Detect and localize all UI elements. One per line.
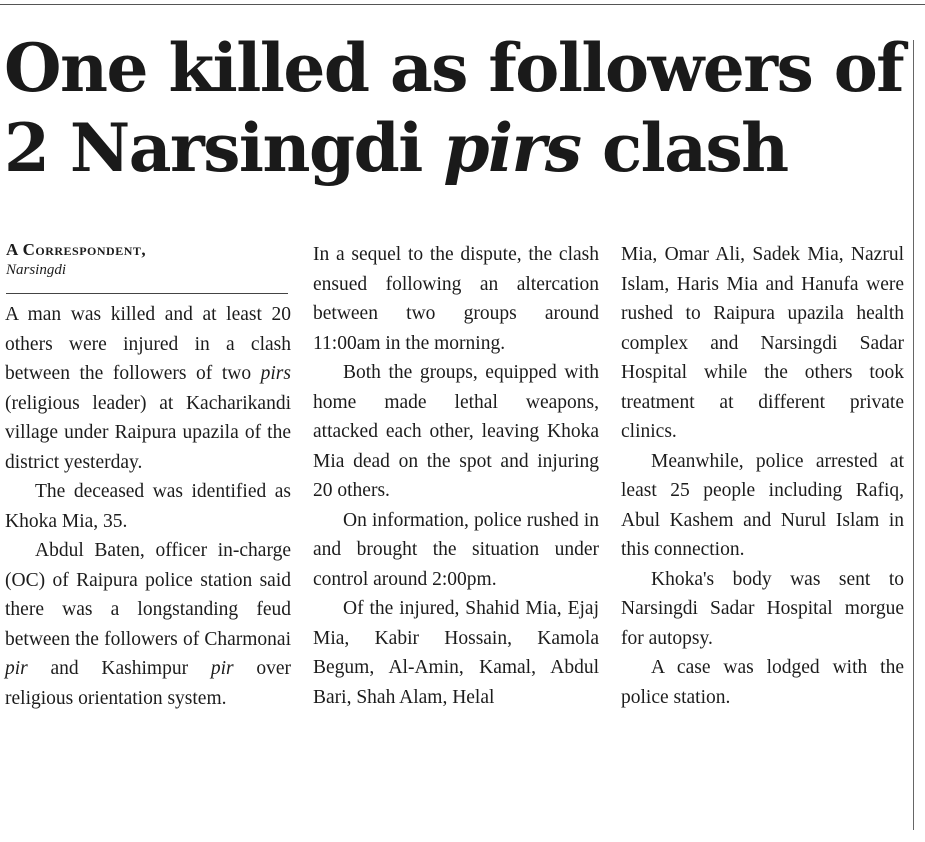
paragraph-emphasis: pir: [210, 658, 234, 679]
paragraph-text: and Kashimpur: [27, 658, 211, 679]
column-rule: [913, 40, 914, 830]
paragraph-emphasis: pir: [5, 658, 28, 679]
headline-text-b: clash: [580, 109, 788, 187]
paragraph-text: over religious orientation system.: [5, 658, 291, 709]
paragraph: The deceased was identified as Khoka Mia, 35.: [5, 481, 291, 532]
headline-text-a: 2 Narsingdi: [4, 109, 444, 187]
byline-rule: [6, 293, 288, 294]
paragraph: Of the injured, Shahid Mia, Ejaj Mia, Kabir Hossain, Kamola Begum, Al-Amin, Kamal, Abdul Bari, Shah Alam, Helal: [313, 598, 599, 708]
paragraph: Khoka's body was sent to Narsingdi Sadar Hospital morgue for autopsy.: [621, 568, 904, 649]
byline-place: Narsingdi: [6, 262, 67, 278]
paragraph: [5, 536, 291, 713]
article-column-2: [313, 240, 599, 712]
byline: [6, 240, 290, 280]
paragraph-emphasis: pirs: [260, 363, 291, 384]
paragraph: [5, 300, 291, 477]
headline-emphasis: pirs: [443, 109, 581, 187]
paragraph: In a sequel to the dispute, the clash ensued following an altercation between two groups around 11:00am in the morning.: [313, 244, 599, 354]
top-rule: [0, 4, 925, 5]
paragraph: On information, police rushed in and brought the situation under control around 2:00pm.: [313, 509, 599, 590]
article-column-3: [621, 240, 904, 712]
paragraph: Meanwhile, police arrested at least 25 people including Rafiq, Abul Kashem and Nurul Islam in this connection.: [621, 450, 904, 560]
paragraph: A case was lodged with the police station.: [621, 657, 904, 708]
paragraph-text: (religious leader) at Kacharikandi village under Raipura upazila of the district yesterday.: [5, 392, 291, 473]
headline: [4, 28, 909, 188]
headline-line-2: [4, 108, 909, 188]
paragraph: Mia, Omar Ali, Sadek Mia, Nazrul Islam, Haris Mia and Hanufa were rushed to Raipura upazila health complex and Narsingdi Sadar Hospital while the others took treatment at different private clinics.: [621, 244, 904, 442]
article-column-1: [5, 300, 291, 713]
headline-line-1: One killed as followers of: [4, 29, 904, 107]
byline-author: A Correspondent,: [6, 240, 147, 259]
paragraph-text: A man was killed and at least 20 others were injured in a clash between the followers of two: [5, 304, 291, 384]
paragraph-text: Abdul Baten, officer in-charge (OC) of Raipura police station said there was a longstanding feud between the followers of Charmonai: [5, 540, 291, 650]
paragraph: Both the groups, equipped with home made lethal weapons, attacked each other, leaving Khoka Mia dead on the spot and injuring 20 others.: [313, 362, 599, 501]
